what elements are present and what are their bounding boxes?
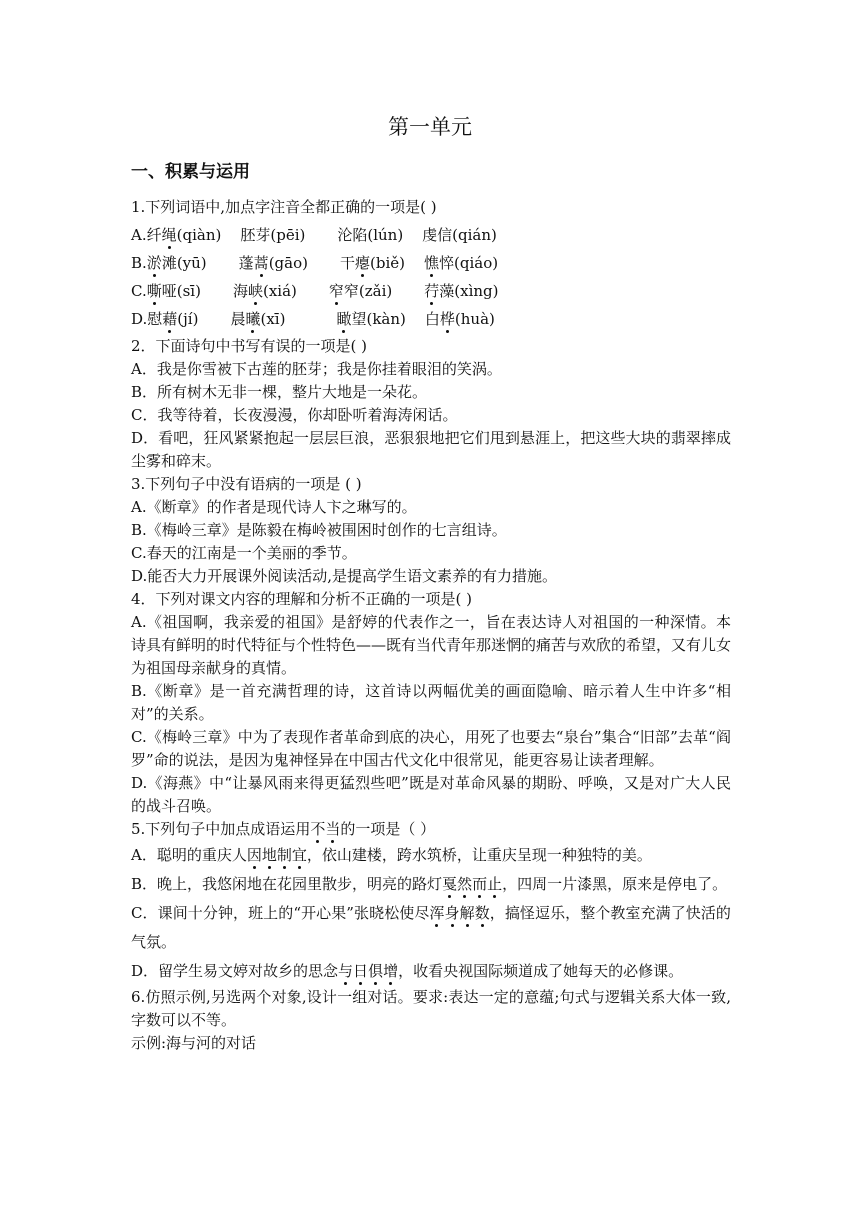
q5-option-a: A．聪明的重庆人因地制宜，依山建楼，跨水筑桥，让重庆呈现一种独特的美。 [131,846,652,864]
q6-example: 示例:海与河的对话 [131,1034,257,1052]
q4-option-b: B.《断章》是一首充满哲理的诗，这首诗以两幅优美的画面隐喻、暗示着人生中许多“相对”的关系。 [131,682,731,723]
q5-option-c: C．课间十分钟，班上的“开心果”张晓松使尽浑身解数，搞怪逗乐，整个教室充满了快活的气氛。 [131,904,731,951]
q5-d-idiom: 与日俱增 [338,962,399,980]
q3-option-c: C.春天的江南是一个美丽的季节。 [131,544,357,562]
q5-option-b: B．晚上，我悠闲地在花园里散步，明亮的路灯戛然而止，四周一片漆黑，原来是停电了。 [131,875,728,893]
q3-option-d: D.能否大力开展课外阅读活动,是提高学生语文素养的有力措施。 [131,567,558,585]
q2-option-a: A．我是你雪被下古莲的胚芽；我是你挂着眼泪的笑涡。 [131,360,502,378]
q4-option-a: A.《祖国啊，我亲爱的祖国》是舒婷的代表作之一，旨在表达诗人对祖国的一种深情。本诗具有鲜明的时代特征与个性特色——既有当代青年那迷惘的痛苦与欢欣的希望，又有儿女为祖国母亲献身的真情。 [131,613,732,677]
q1-option-c: C.嘶哑(sī) 海峡(xiá) 窄窄(zǎi) 荇藻(xìng) [131,282,499,300]
q4-stem: 4．下列对课文内容的理解和分析不正确的一项是( ) [131,590,473,608]
q5-b-idiom: 戛然而止 [442,875,503,893]
q2-option-c: C．我等待着，长夜漫漫，你却卧听着海涛闲话。 [131,406,458,424]
q1-a-word-1: 纤绳(qiàn) [146,226,222,244]
q2-option-b: B．所有树木无非一棵，整片大地是一朵花。 [131,383,428,401]
q1-a-word-2: 胚芽(pēi) [240,226,306,244]
q5-option-d: D．留学生易文婷对故乡的思念与日俱增，收看央视国际频道成了她每天的必修课。 [131,962,684,980]
q1-a-word-3: 沦陷(lún) [337,226,404,244]
q1-option-b: B.淤滩(yū) 蓬蒿(gāo) 干瘪(biě) 憔悴(qiáo) [131,254,499,272]
q1-option-d: D.慰藉(jí) 晨曦(xī) 瞰望(kàn) 白桦(huà) [131,310,495,328]
q5-stem: 5.下列句子中加点成语运用不当的一项是（ ） [131,820,436,838]
q4-option-c: C.《梅岭三章》中为了表现作者革命到底的决心，用死了也要去“泉台”集合“旧部”去革“阎罗”命的说法，是因为鬼神怪异在中国古代文化中很常见，能更容易让读者理解。 [131,728,731,769]
q2-stem: 2．下面诗句中书写有误的一项是( ) [131,337,368,355]
page-title: 第一单元 [388,115,472,139]
q3-stem: 3.下列句子中没有语病的一项是 ( ) [131,475,362,493]
q1-option-a: A.纤绳(qiàn) 胚芽(pēi) 沦陷(lún) 虔信(qián) [131,226,497,244]
q5-c-idiom: 浑身解数 [429,904,490,922]
q2-option-d: D．看吧，狂风紧紧抱起一层层巨浪，恶狠狠地把它们甩到悬涯上，把这些大块的翡翠摔成尘雾和碎末。 [131,429,731,470]
section-heading: 一、积累与运用 [131,162,250,182]
question-body [131,193,731,1055]
q1-a-word-4: 虔信(qián) [422,226,497,244]
q6-stem: 6.仿照示例,另选两个对象,设计一组对话。要求:表达一定的意蕴;句式与逻辑关系大体一致,字数可以不等。 [131,988,731,1029]
q5-a-idiom: 因地制宜 [246,846,307,864]
q4-option-d: D.《海燕》中“让暴风雨来得更猛烈些吧”既是对革命风暴的期盼、呼唤，又是对广大人民的战斗召唤。 [131,774,731,815]
q3-option-a: A.《断章》的作者是现代诗人卞之琳写的。 [131,498,417,516]
q1-stem: 1.下列词语中,加点字注音全都正确的一项是( ) [131,198,437,216]
q5-stem-dotted: 不当 [310,820,341,838]
q3-option-b: B.《梅岭三章》是陈毅在梅岭被围困时创作的七言组诗。 [131,521,507,539]
